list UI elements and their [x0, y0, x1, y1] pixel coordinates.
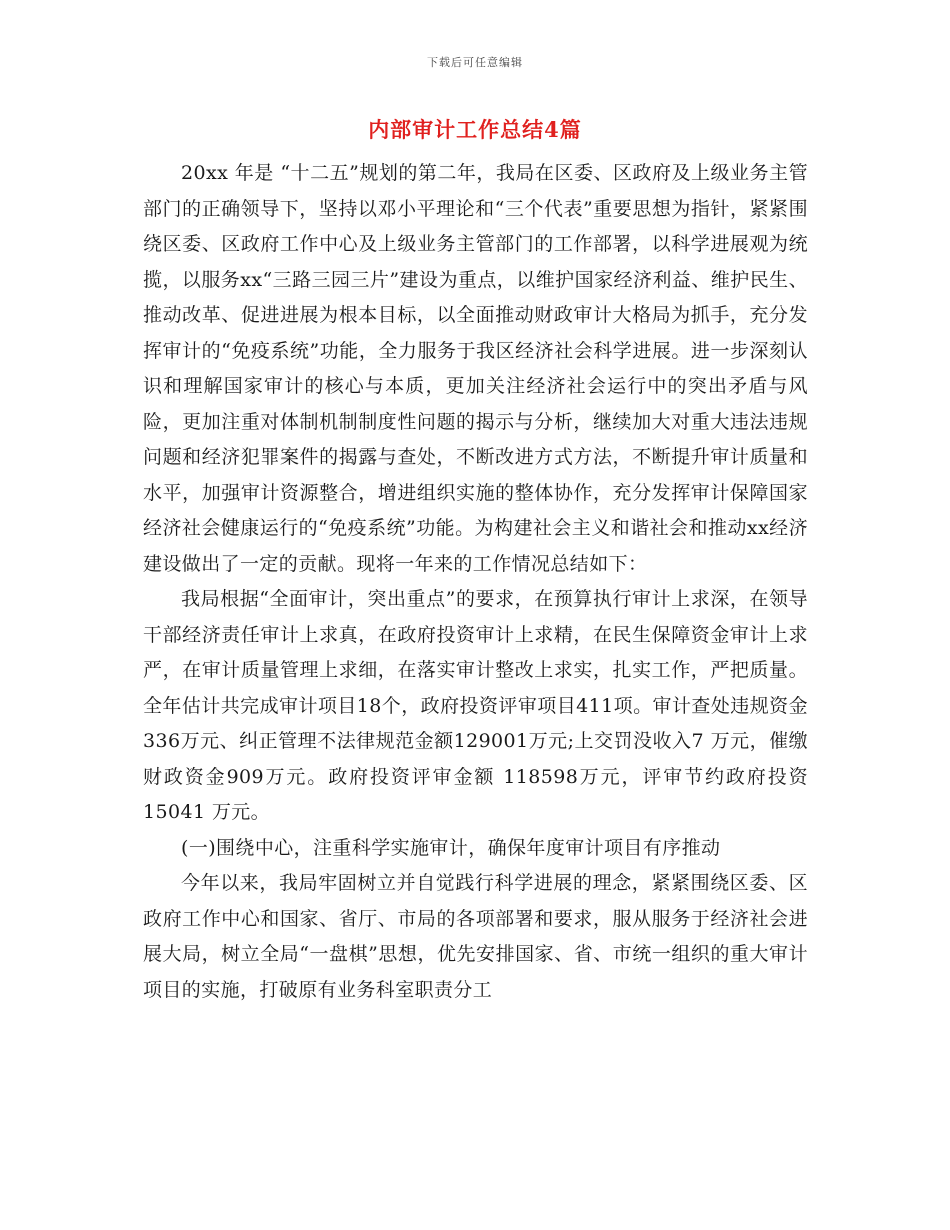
section-heading: (一)围绕中心，注重科学实施审计，确保年度审计项目有序推动 — [181, 836, 721, 859]
paragraph-intro: 20xx 年是 “十二五”规划的第二年，我局在区委、区政府及上级业务主管部门的正确领导下，坚持以邓小平理论和“三个代表”重要思想为指针，紧紧围绕区委、区政府工作中心及上级业务主管部门的工作部署，以科学进展观为统揽，以服务xx“三路三园三片”建设为重点，以维护国家经济利益、维护民生、推动改革、促进进展为根本目标，以全面推动财政审计大格局为抓手，充分发挥审计的“免疫系统”功能，全力服务于我区经济社会科学进展。进一步深刻认识和理解国家审计的核心与本质，更加关注经济社会运行中的突出矛盾与风险，更加注重对体制机制制度性问题的揭示与分析，继续加大对重大违法违规问题和经济犯罪案件的揭露与查处，不断改进方式方法，不断提升审计质量和水平，加强审计资源整合，增进组织实施的整体协作，充分发挥审计保障国家经济社会健康运行的“免疫系统”功能。为构建社会主义和谐社会和推动xx经济建设做出了一定的贡献。现将一年来的工作情况总结如下： — [143, 162, 808, 575]
paragraph-section-one: 今年以来，我局牢固树立并自觉践行科学进展的理念，紧紧围绕区委、区政府工作中心和国家、省厅、市局的各项部署和要求，服从服务于经济社会进展大局，树立全局“一盘棋”思想，优先安排国家、省、市统一组织的重大审计项目的实施，打破原有业务科室职责分工 — [143, 872, 808, 1001]
document-title: 内部审计工作总结4篇 — [368, 117, 582, 142]
header-note: 下载后可任意编辑 — [427, 56, 523, 69]
paragraph-summary: 我局根据“全面审计，突出重点”的要求，在预算执行审计上求深，在领导干部经济责任审计上求真，在政府投资审计上求精，在民生保障资金审计上求严，在审计质量管理上求细，在落实审计整改上求实，扎实工作，严把质量。全年估计共完成审计项目18个，政府投资评审项目411项。审计查处违规资金336万元、纠正管理不法律规范金额129001万元;上交罚没收入7 万元，催缴财政资金909万元。政府投资评审金额 118598万元，评审节约政府投资15041 万元。 — [143, 588, 808, 823]
document-body — [143, 156, 808, 1008]
